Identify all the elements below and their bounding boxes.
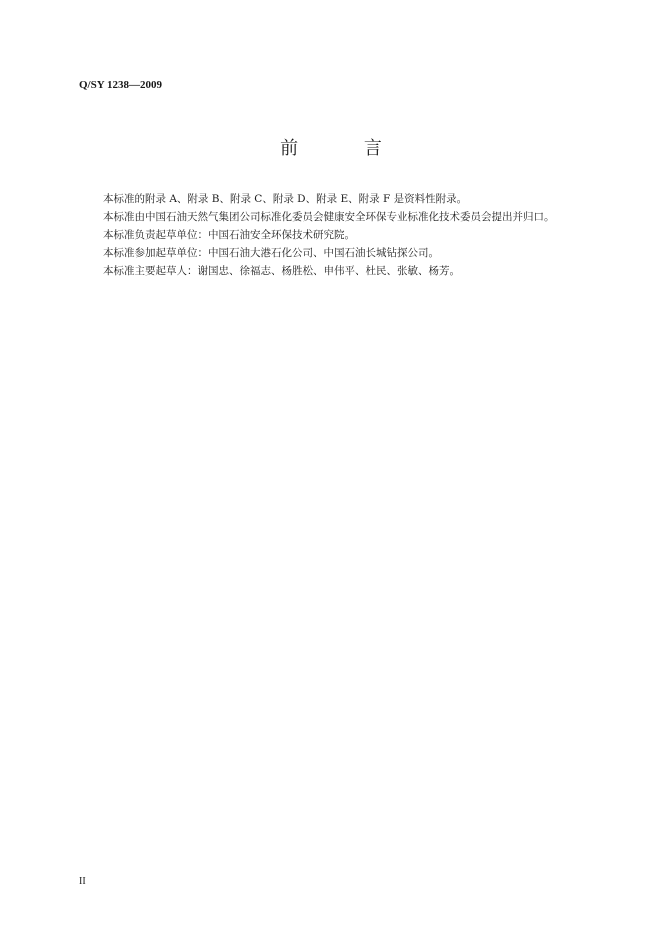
paragraph-appendices: 本标准的附录 A、附录 B、附录 C、附录 D、附录 E、附录 F 是资料性附录。: [103, 193, 468, 205]
section-title: 前 言: [280, 138, 412, 159]
document-code: Q/SY 1238—2009: [79, 79, 163, 91]
page-number: II: [79, 876, 86, 887]
paragraph-lead-drafter: 本标准负责起草单位：中国石油安全环保技术研究院。: [103, 229, 355, 241]
paragraph-proposer: 本标准由中国石油天然气集团公司标准化委员会健康安全环保专业标准化技术委员会提出并归口。: [103, 211, 555, 223]
paragraph-participating-drafters: 本标准参加起草单位：中国石油大港石化公司、中国石油长城钻探公司。: [103, 247, 439, 259]
paragraph-main-drafters: 本标准主要起草人：谢国忠、徐福志、杨胜松、申伟平、杜民、张敏、杨芳。: [103, 265, 460, 277]
foreword-body: [103, 190, 623, 280]
